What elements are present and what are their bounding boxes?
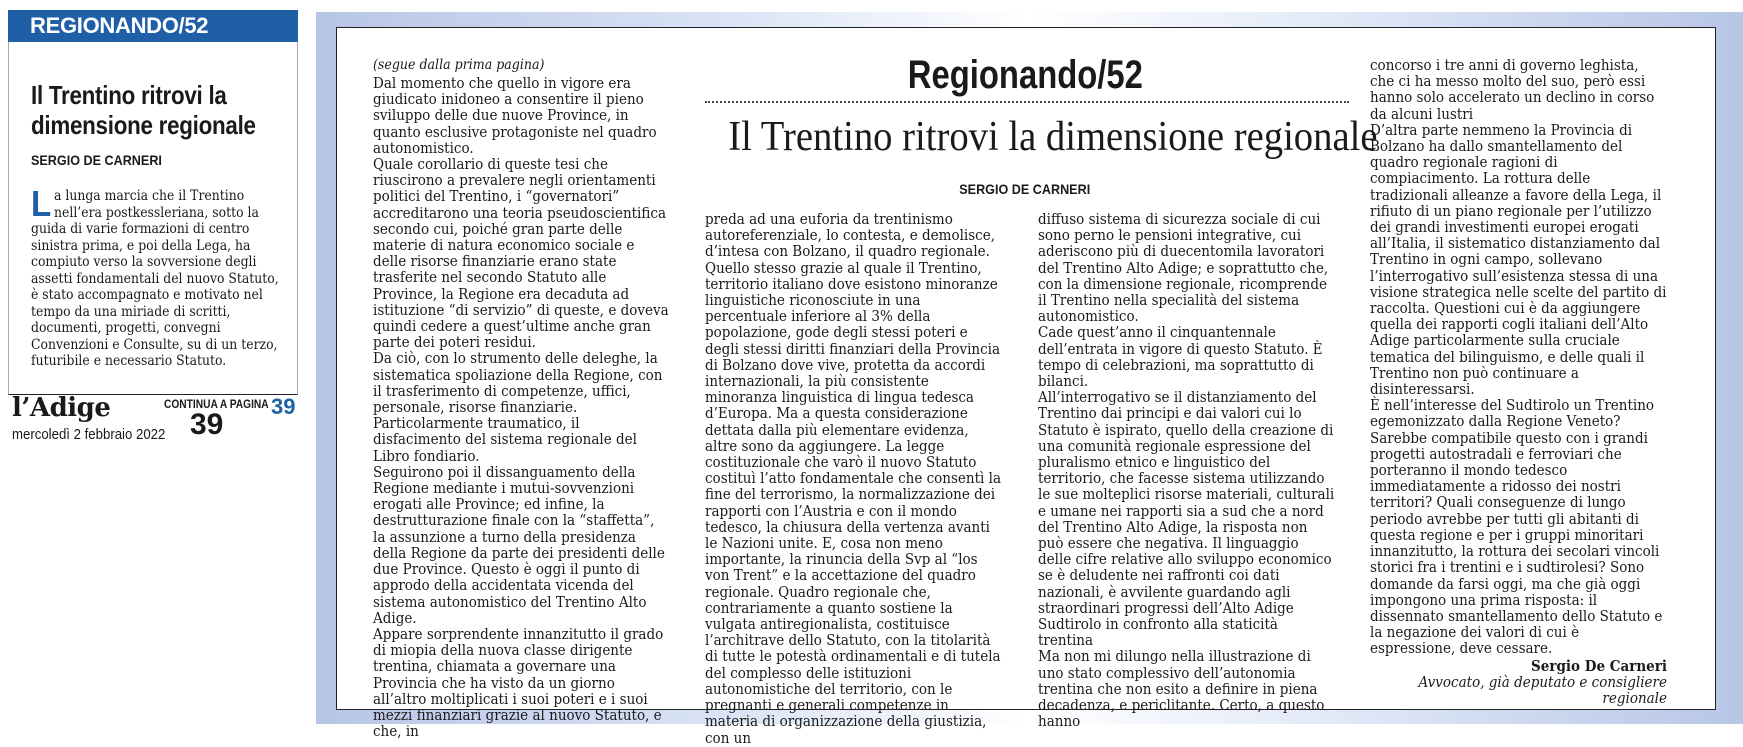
author-signature: Sergio De Carneri [1531,656,1667,675]
author-affiliation: Avvocato, già deputato e consigliere regionale [1418,672,1667,707]
teaser-author: SERGIO DE CARNERI [31,152,162,168]
issue-date: mercoledì 2 febbraio 2022 [12,426,166,443]
continuation-note: (segue dalla prima pagina) [373,57,545,73]
paragraph: Ma non mi dilungo nella illustrazione di uno stato complessivo dell’autonomia trentina che non esito a definire in piena decadenza, e periclitante. Certo, a questo hanno [1038,647,1325,731]
paragraph: Appare sorprendente innanzitutto il grado di miopia della nuova classe dirigente trentina, chiamata a governare una Provincia che ha visto da un giorno all’altro moltiplicati i suoi poteri e i suoi mezzi finanziari grazie al nuovo Statuto, e che, in [373,624,664,741]
page-number: 39 [190,408,224,441]
article-column-2 [705,211,1002,746]
newspaper-logo: l’Adige [12,393,111,423]
article-column-4 [1370,57,1667,706]
masthead [12,393,272,443]
paragraph: Particolarmente traumatico, il disfacimento del sistema regionale del Libro fondiario. [373,414,637,465]
continua-link[interactable]: CONTINUA A PAGINA [164,397,269,411]
paragraph: Seguirono poi il dissanguamento della Regione mediante i mutui-sovvenzioni erogati alle Province; ed infine, la destrutturazione finale con la “staffetta”, la assunzione a turno della presidenza della Regione da parte dei presidenti delle due Province. Questo è oggi il punto di approdo della accidentata vicenda del sistema autonomistico del Trentino Alto Adige. [373,462,665,627]
article-byline-text: SERGIO DE CARNERI [959,181,1091,197]
article-headline [700,112,1378,162]
teaser-text: a lunga marcia che il Trentino nell’era postkessleriana, sotto la guida di varie formazioni di centro sinistra prima, e poi della Lega, ha compiuto verso la sovversione degli assetti fondamentali del nuovo Statuto, è stato accompagnato e motivato nel tempo da una miriade di scritti, documenti, progetti, convegni Convenzioni e Consulte, su di un terzo, futuribile e necessario Statuto. [31,188,279,369]
paragraph: Cade quest’anno il cinquantennale dell’entrata in vigore di questo Statuto. È tempo di celebrazioni, ma soprattutto di bilanci. [1038,323,1323,391]
teaser-title: Il Trentino ritrovi la dimensione regionale [31,80,256,140]
article-column-3 [1038,211,1335,730]
teaser-body [31,183,281,370]
paragraph: All’interrogativo se il distanziamento del Trentino dai principi e dai valori cui lo Statuto è ispirato, quello della creazione di una comunità regionale espressione del pluralismo etnico e linguistico del territorio, che facesse sistema utilizzando le sue molteplici risorse materiali, culturali e umane nei rapporti sia a sud che a nord del Trentino Alto Adige, la risposta non può essere che negativa. Il linguaggio delle cifre relative allo sviluppo economico se è deludente nei raffronti coi dati nazionali, è avvilente guardando agli straordinari progressi dell’Alto Adige Sudtirolo in confronto alla staticità trentina [1038,388,1335,650]
teaser-dropcap: L [31,183,52,224]
dotted-divider [705,101,1349,103]
paragraph: diffuso sistema di sicurezza sociale di cui sono perno le pensioni integrative, cui aderiscono più di duecentomila lavoratori del Trentino Alto Adige; e soprattutto che, con la dimensione regionale, ricomprende il Trentino nella specialità del sistema autonomistico. [1038,210,1329,326]
paragraph: Quale corollario di queste tesi che riuscirono a prevalere negli orientamenti politici del Trentino, i “governatori” accreditarono una teoria pseudoscientifica secondo cui, poiché gran parte delle materie di natura economico sociale e delle risorse finanziarie erano state trasferite nel secondo Statuto alle Province, la Regione era decaduta ad istituzione “di servizio” di queste, e doveva quindi cedere a quest’ultime anche gran parte dei poteri residui. [373,155,669,352]
article-kicker [700,52,1350,98]
paragraph: concorso i tre anni di governo leghista, che ci ha messo molto del suo, però essi hanno solo accelerato un declino in corso da alcuni lustri [1370,56,1655,123]
teaser-rubric: REGIONANDO/52 [8,10,298,42]
paragraph: preda ad una euforia da trentinismo autoreferenziale, lo contesta, e demolisce, d’intesa con Bolzano, il quadro regionale. Quello stesso grazie al quale il Trentino, territorio italiano dove esistono minoranze linguistiche riconosciute in una percentuale inferiore al 3% della popolazione, gode degli stessi poteri e degli stessi diritti finanziari della Provincia di Bolzano dove vive, protetta da accordi internazionali, la più consistente minoranza linguistica di lingua tedesca d’Europa. Ma a questa considerazione dettata dalla più elementare evidenza, altre sono da aggiungere. La legge costituzionale che varò il nuovo Statuto costituì l’atto fondamentale che consentì la fine del terrorismo, la normalizzazione dei rapporti con l’Austria e con il mondo tedesco, la chiusura della vertenza avanti le Nazioni unite. E, cosa non meno importante, la rinuncia della Svp al “los von Trent” e la accettazione del quadro regionale. Quadro regionale che, contrariamente a quanto sostiene la vulgata antiregionalista, costituisce l’architrave dello Statuto, con la titolarità di tutte le potestà ordinamentali e di tutela del complesso delle istituzioni autonomistiche del territorio, con le pregnanti e generali competenze in materia di organizzazione della giustizia, con un [705,210,1002,747]
article-column-1 [373,75,670,739]
paragraph: È nell’interesse del Sudtirolo un Trentino egemonizzato dalla Regione Veneto? Sarebbe compatibile questo con i grandi progetti autostradali e ferroviari che porteranno il mondo tedesco immediatamente a ridosso dei nostri territori? Quali conseguenze di lungo periodo avrebbe per tutti gli abitanti di questa regione e per i gruppi minoritari innanzitutto, la rottura dei secolari vincoli storici fra i trentini e i sudtirolesi? Sono domande da farsi oggi, ma che già oggi impongono una prima risposta: il dissennato smantellamento dello Statuto e la negazione dei valori di cui è espressione, deve cessare. [1370,396,1663,658]
article-byline [700,181,1350,197]
continua-page-number[interactable]: 39 [271,394,296,419]
article-kicker-text: Regionando/52 [907,53,1143,97]
paragraph: D’altra parte nemmeno la Provincia di Bolzano ha dallo smantellamento del quadro regionale ragioni di compiacimento. La rottura delle tradizionali alleanze a favore della Lega, il rifiuto di un piano regionale per l’utilizzo dei grandi investimenti europei erogati all’Italia, il sistematico distanziamento dal Trentino in ogni campo, sollevano l’interrogativo sull’esistenza stessa di una visione strategica nelle scelte del partito di raccolta. Questioni cui è da aggiungere quella dei rapporti cogli italiani dell’Alto Adige particolarmente sulla cruciale tematica del bilinguismo, e delle quali il Trentino non può continuare a disinteressarsi. [1370,120,1667,399]
paragraph: Dal momento che quello in vigore era giudicato inidoneo a consentire il pieno sviluppo delle due nuove Province, in quanto esclusive protagoniste nel quadro autonomistico. [373,74,657,157]
paragraph: Da ciò, con lo strumento delle deleghe, la sistematica spoliazione della Regione, con il trasferimento di competenze, uffici, personale, risorse finanziarie. [373,349,663,417]
article-headline-text: Il Trentino ritrovi la dimensione regionale [728,114,1378,160]
